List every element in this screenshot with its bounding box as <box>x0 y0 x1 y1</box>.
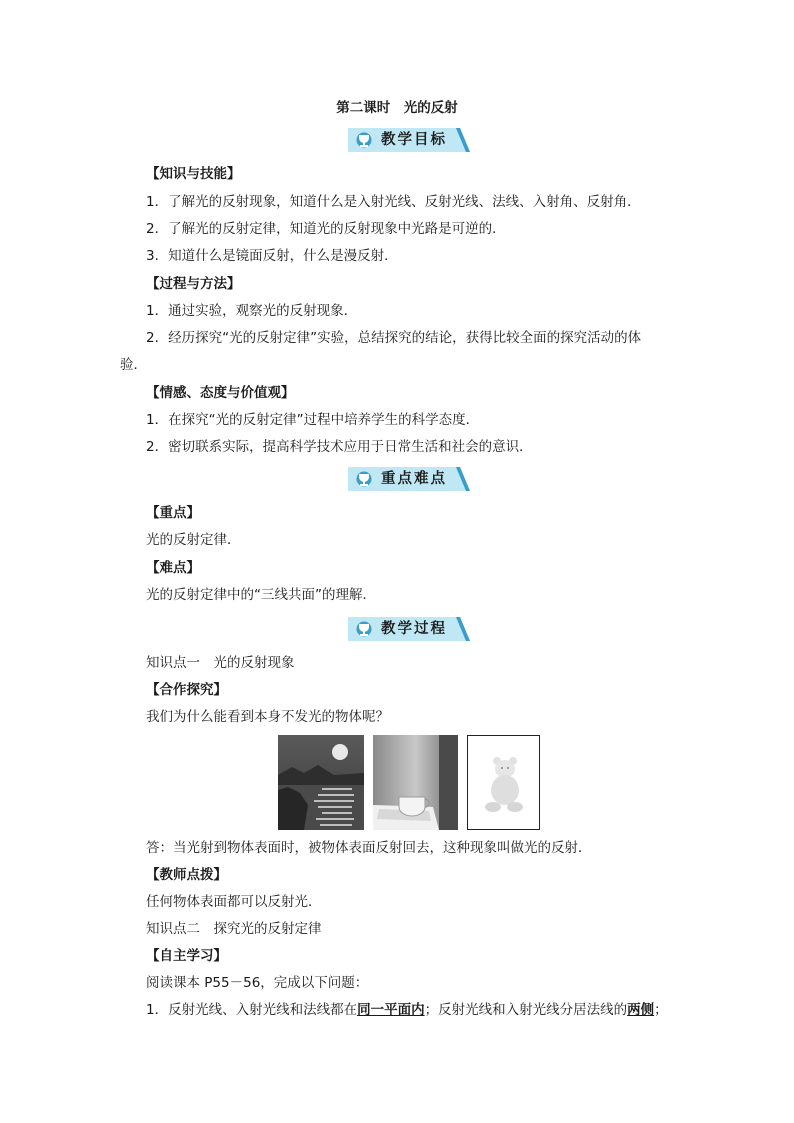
page-title: 第二课时 光的反射 <box>336 100 458 116</box>
knowledge-point-1: 知识点一 光的反射现象 <box>146 655 295 671</box>
section-banner-process <box>348 617 470 641</box>
objective-item: 2．经历探究“光的反射定律”实验，总结探究的结论，获得比较全面的探究活动的体 <box>146 330 642 346</box>
trophy-icon <box>348 467 380 491</box>
section-banner-objectives <box>348 128 470 152</box>
objective-item: 2．了解光的反射定律，知道光的反射现象中光路是可逆的． <box>146 221 506 237</box>
banner-label: 重点难点 <box>381 471 447 487</box>
process-heading: 【过程与方法】 <box>146 276 241 292</box>
answer-blank: 两侧 <box>627 1002 655 1018</box>
question-1-text: ； <box>654 1002 668 1018</box>
difficulty-text: 光的反射定律中的“三线共面”的理解． <box>146 587 376 603</box>
section-banner-keypoints <box>348 467 470 491</box>
objective-item: 3．知道什么是镜面反射，什么是漫反射． <box>146 248 398 264</box>
objective-item: 1．了解光的反射现象，知道什么是入射光线、反射光线、法线、入射角、反射角． <box>146 194 641 210</box>
knowledge-point-2: 知识点二 探究光的反射定律 <box>146 921 322 937</box>
teacher-heading: 【教师点拨】 <box>146 867 227 883</box>
teacup-photo <box>373 735 458 830</box>
banner-label: 教学目标 <box>381 132 447 148</box>
question-1-text: 1．反射光线、入射光线和法线都在 <box>146 1002 358 1018</box>
moonlit-sea-photo <box>278 735 364 830</box>
objective-item-continued: 验． <box>120 357 147 373</box>
question-1 <box>146 1001 668 1019</box>
objective-item: 1．在探究“光的反射定律”过程中培养学生的科学态度． <box>146 412 480 428</box>
teddy-bear-photo <box>467 735 540 830</box>
answer-blank: 同一平面内 <box>357 1002 425 1018</box>
trophy-icon <box>348 617 380 641</box>
self-study-heading: 【自主学习】 <box>146 948 227 964</box>
answer-text: 答：当光射到物体表面时，被物体表面反射回去，这种现象叫做光的反射． <box>146 840 592 856</box>
question-text: 我们为什么能看到本身不发光的物体呢？ <box>146 709 389 725</box>
focus-heading: 【重点】 <box>146 505 200 521</box>
objective-item: 2．密切联系实际，提高科学技术应用于日常生活和社会的意识． <box>146 439 533 455</box>
teacher-text: 任何物体表面都可以反射光． <box>146 894 322 910</box>
focus-text: 光的反射定律． <box>146 532 241 548</box>
reading-instruction: 阅读课本 P55－56，完成以下问题： <box>146 975 369 991</box>
knowledge-heading: 【知识与技能】 <box>146 166 241 182</box>
banner-label: 教学过程 <box>381 621 447 637</box>
trophy-icon <box>348 128 380 152</box>
objective-item: 1．通过实验，观察光的反射现象． <box>146 303 358 319</box>
question-1-text: ；反射光线和入射光线分居法线的 <box>424 1002 628 1018</box>
coop-heading: 【合作探究】 <box>146 682 227 698</box>
emotion-heading: 【情感、态度与价值观】 <box>146 385 295 401</box>
difficulty-heading: 【难点】 <box>146 560 200 576</box>
